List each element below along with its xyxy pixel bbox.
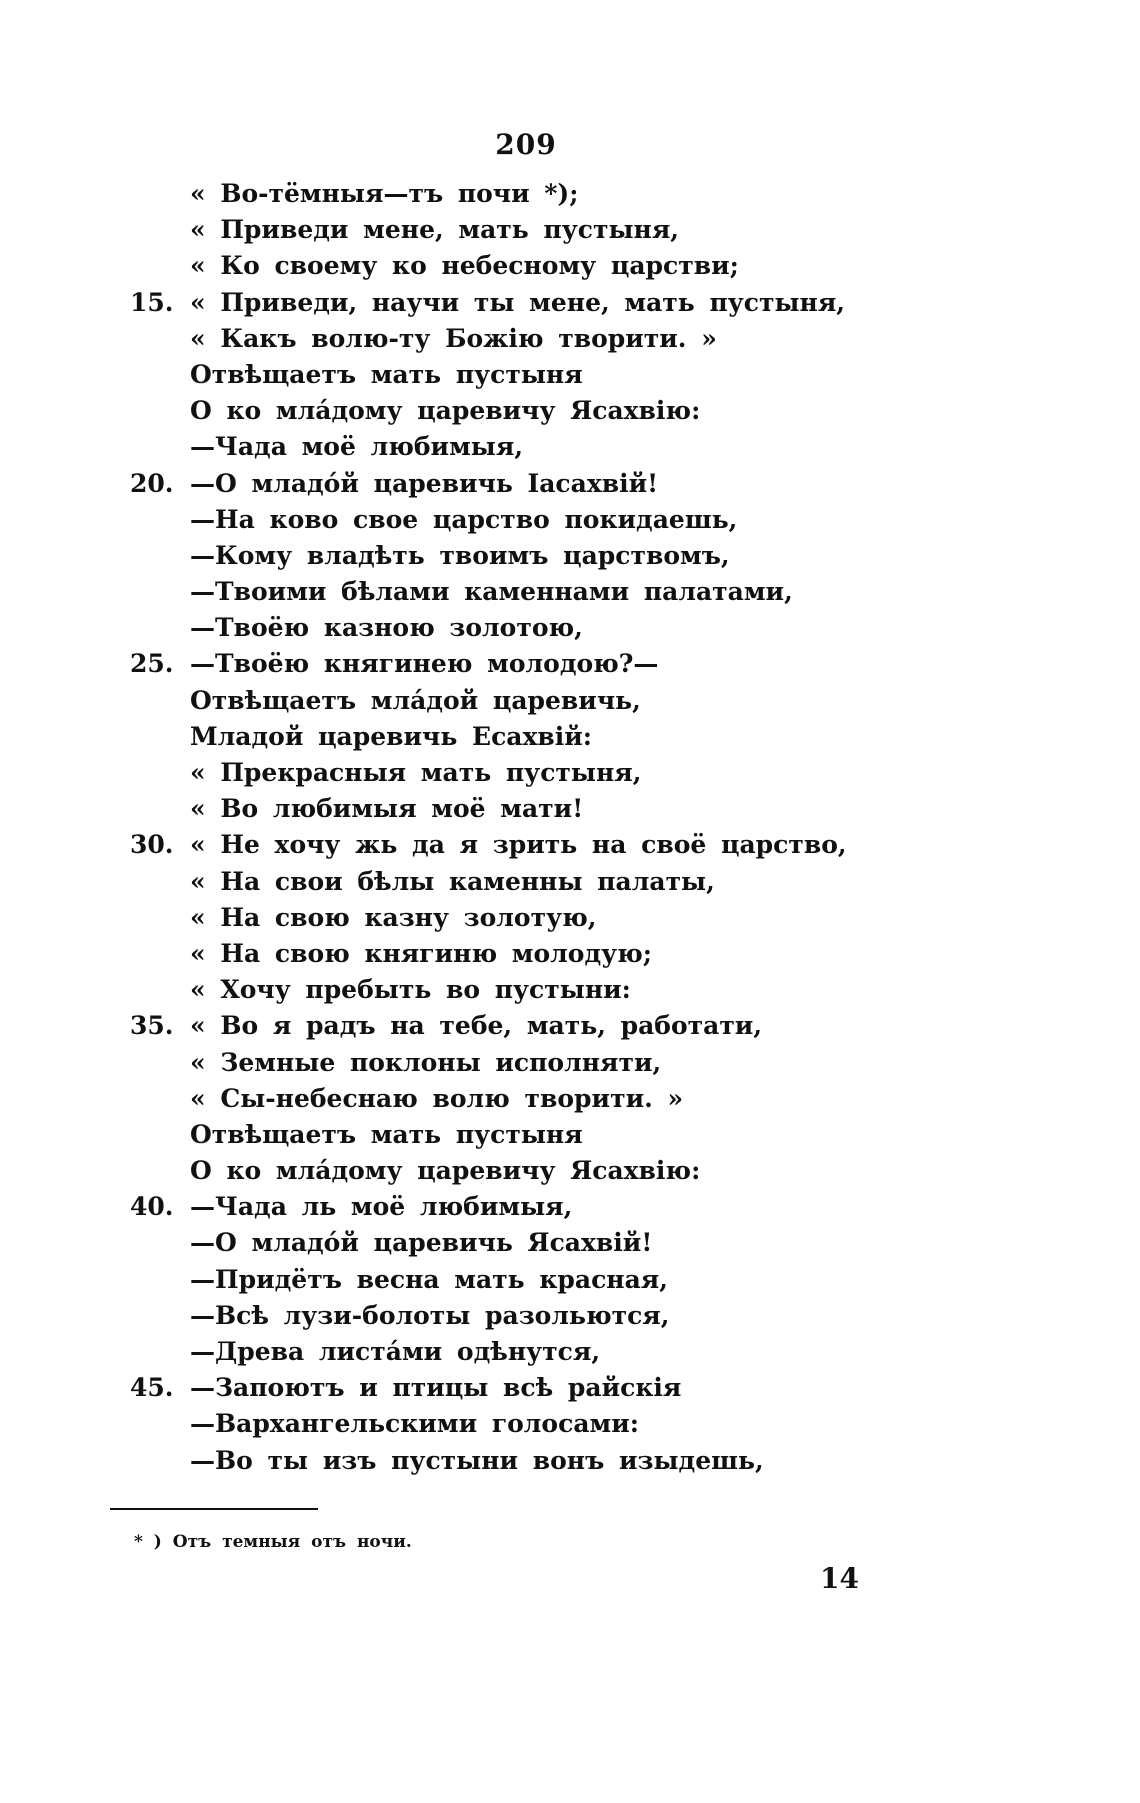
- line-text: « Какъ волю-ту Божію творити. »: [190, 323, 717, 353]
- line-number: 25.: [130, 649, 174, 679]
- line-text: « На свою казну золотую,: [190, 902, 597, 932]
- verse-line: [0, 1334, 1140, 1370]
- verse-line: [0, 1406, 1140, 1442]
- verse-line: [0, 429, 1140, 465]
- footnote-divider: [110, 1508, 318, 1510]
- line-number: 20.: [130, 468, 174, 498]
- verse-line: [0, 466, 1140, 502]
- line-text: « Сы-небеснаю волю творити. »: [190, 1083, 684, 1113]
- verse-line: [0, 285, 1140, 321]
- verse-line: [0, 864, 1140, 900]
- line-text: —На ково свое царство покидаешь,: [190, 504, 738, 534]
- verse-line: [0, 972, 1140, 1008]
- line-text: « Земные поклоны исполняти,: [190, 1047, 662, 1077]
- line-text: « Прекрасныя мать пустыня,: [190, 758, 642, 787]
- verse-line: [0, 321, 1140, 357]
- verse-line: [0, 1225, 1140, 1261]
- verse-line: [0, 1298, 1140, 1334]
- line-text: —Придётъ весна мать красная,: [190, 1264, 668, 1294]
- verse-line: [0, 176, 1140, 212]
- line-text: « Во любимыя моё мати!: [190, 794, 584, 824]
- verse-line: [0, 827, 1140, 863]
- verse-line: [0, 1370, 1140, 1406]
- verse-line: [0, 1045, 1140, 1081]
- line-text: Отвѣщаетъ мла́дой царевичь,: [190, 685, 641, 715]
- line-text: —О младо́й царевичь Іасахвій!: [190, 468, 659, 498]
- line-text: —Чада ль моё любимыя,: [190, 1192, 573, 1222]
- line-number: 30.: [130, 830, 174, 860]
- line-number: 40.: [130, 1192, 174, 1222]
- verse-line: [0, 900, 1140, 936]
- line-text: —Твоими бѣлами каменнами палатами,: [190, 577, 793, 607]
- verse-line: [0, 755, 1140, 791]
- verse-line: [0, 1443, 1140, 1479]
- footnote: * ) Отъ темныя отъ ночи.: [134, 1532, 412, 1552]
- line-text: —Всѣ лузи-болоты разольются,: [190, 1300, 670, 1330]
- line-text: « Приведи мене, мать пустыня,: [190, 215, 680, 245]
- line-text: —Вархангельскими голосами:: [190, 1409, 640, 1439]
- line-number: 45.: [130, 1373, 174, 1403]
- verse-line: [0, 1262, 1140, 1298]
- verse-line: [0, 393, 1140, 429]
- line-text: « На свою княгиню молодую;: [190, 938, 653, 968]
- line-number: 15.: [130, 287, 174, 317]
- verse-line: [0, 248, 1140, 284]
- verse-line: [0, 791, 1140, 827]
- poem-text: [0, 176, 1140, 1479]
- line-text: —Твоёю княгинею молодою?—: [190, 649, 659, 679]
- verse-line: [0, 212, 1140, 248]
- verse-line: [0, 1153, 1140, 1189]
- verse-line: [0, 538, 1140, 574]
- line-text: —Чада моё любимыя,: [190, 432, 524, 462]
- verse-line: [0, 683, 1140, 719]
- verse-line: [0, 574, 1140, 610]
- verse-line: [0, 646, 1140, 682]
- page-number: 209: [495, 128, 557, 161]
- verse-line: [0, 502, 1140, 538]
- signature-mark: 14: [820, 1562, 859, 1595]
- line-text: —Запоютъ и птицы всѣ райскія: [190, 1373, 682, 1403]
- line-text: Отвѣщаетъ мать пустыня: [190, 359, 583, 389]
- verse-line: [0, 936, 1140, 972]
- verse-line: [0, 1008, 1140, 1044]
- line-text: О ко мла́дому царевичу Ясахвію:: [190, 1156, 701, 1186]
- verse-line: [0, 357, 1140, 393]
- line-text: « На свои бѣлы каменны палаты,: [190, 866, 715, 896]
- verse-line: [0, 610, 1140, 646]
- line-text: —Твоёю казною золотою,: [190, 613, 583, 643]
- line-text: —Древа листа́ми одѣнутся,: [190, 1337, 601, 1366]
- line-text: О ко мла́дому царевичу Ясахвію:: [190, 396, 701, 426]
- line-number: 35.: [130, 1011, 174, 1041]
- line-text: Отвѣщаетъ мать пустыня: [190, 1119, 583, 1149]
- line-text: « Не хочу жь да я зрить на своё царство,: [190, 830, 847, 860]
- line-text: —Кому владѣть твоимъ царствомъ,: [190, 540, 730, 570]
- line-text: Младой царевичь Есахвій:: [190, 721, 593, 751]
- line-text: —О младо́й царевичь Ясахвій!: [190, 1228, 653, 1258]
- verse-line: [0, 1081, 1140, 1117]
- verse-line: [0, 1117, 1140, 1153]
- line-text: « Приведи, научи ты мене, мать пустыня,: [190, 287, 846, 317]
- line-text: « Во я радъ на тебе, мать, работати,: [190, 1011, 763, 1041]
- line-text: « Во-тёмныя—тъ почи *);: [190, 179, 579, 208]
- line-text: —Во ты изъ пустыни вонъ изыдешь,: [190, 1445, 764, 1475]
- line-text: « Хочу пребыть во пустыни:: [190, 975, 631, 1005]
- verse-line: [0, 1189, 1140, 1225]
- verse-line: [0, 719, 1140, 755]
- line-text: « Ко своему ко небесному царстви;: [190, 251, 739, 281]
